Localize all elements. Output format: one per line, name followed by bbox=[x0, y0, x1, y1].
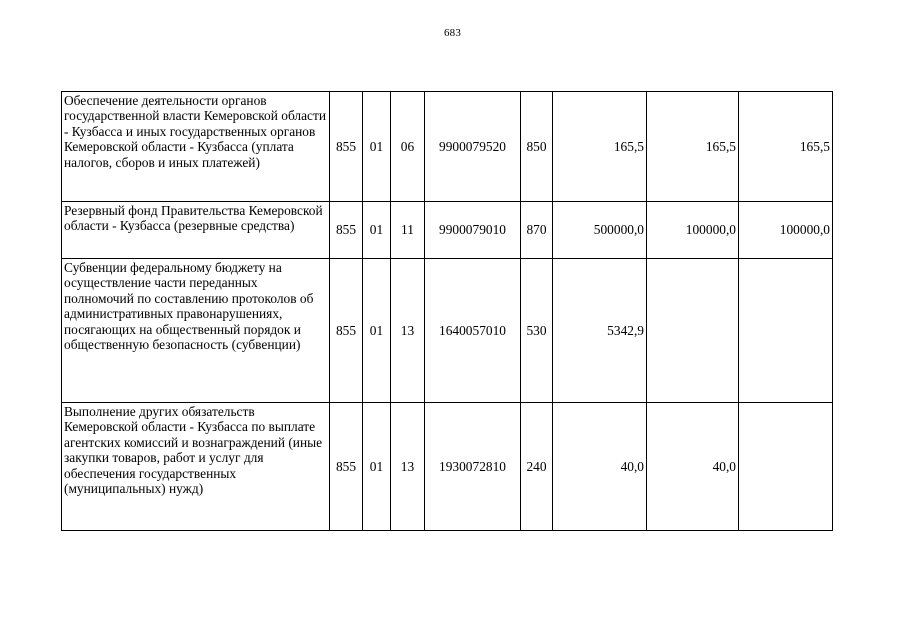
amount-year-2: 40,0 bbox=[647, 403, 739, 531]
section-code: 01 bbox=[363, 259, 391, 403]
row-description: Резервный фонд Правительства Кемеровской области - Кузбасса (резервные средства) bbox=[62, 202, 330, 259]
target-article-code: 1640057010 bbox=[425, 259, 521, 403]
table-row bbox=[62, 259, 833, 403]
grbs-code: 855 bbox=[330, 92, 363, 202]
grbs-code: 855 bbox=[330, 403, 363, 531]
amount-year-1: 5342,9 bbox=[553, 259, 647, 403]
row-description: Субвенции федеральному бюджету на осуществление части переданных полномочий по составлению протоколов об административных правонарушениях, посягающих на общественный порядок и общественную безопасность (субвенции) bbox=[62, 259, 330, 403]
expense-type-code: 870 bbox=[521, 202, 553, 259]
section-code: 01 bbox=[363, 92, 391, 202]
table-row bbox=[62, 202, 833, 259]
subsection-code: 11 bbox=[391, 202, 425, 259]
target-article-code: 9900079520 bbox=[425, 92, 521, 202]
row-description: Выполнение других обязательств Кемеровской области - Кузбасса по выплате агентских комиссий и вознаграждений (иные закупки товаров, работ и услуг для обеспечения государственных (муниципальных) нужд) bbox=[62, 403, 330, 531]
subsection-code: 13 bbox=[391, 259, 425, 403]
amount-year-1: 165,5 bbox=[553, 92, 647, 202]
page-number: 683 bbox=[443, 27, 462, 39]
row-description: Обеспечение деятельности органов государственной власти Кемеровской области - Кузбасса и иных государственных органов Кемеровской области - Кузбасса (уплата налогов, сборов и иных платежей) bbox=[62, 92, 330, 202]
amount-year-1: 40,0 bbox=[553, 403, 647, 531]
expense-type-code: 530 bbox=[521, 259, 553, 403]
section-code: 01 bbox=[363, 202, 391, 259]
amount-year-3 bbox=[739, 259, 833, 403]
section-code: 01 bbox=[363, 403, 391, 531]
target-article-code: 9900079010 bbox=[425, 202, 521, 259]
subsection-code: 13 bbox=[391, 403, 425, 531]
table-row bbox=[62, 92, 833, 202]
target-article-code: 1930072810 bbox=[425, 403, 521, 531]
expense-type-code: 850 bbox=[521, 92, 553, 202]
budget-table bbox=[61, 91, 833, 531]
subsection-code: 06 bbox=[391, 92, 425, 202]
expense-type-code: 240 bbox=[521, 403, 553, 531]
amount-year-3: 165,5 bbox=[739, 92, 833, 202]
amount-year-1: 500000,0 bbox=[553, 202, 647, 259]
amount-year-2 bbox=[647, 259, 739, 403]
amount-year-3 bbox=[739, 403, 833, 531]
amount-year-2: 100000,0 bbox=[647, 202, 739, 259]
grbs-code: 855 bbox=[330, 259, 363, 403]
amount-year-3: 100000,0 bbox=[739, 202, 833, 259]
amount-year-2: 165,5 bbox=[647, 92, 739, 202]
table-row bbox=[62, 403, 833, 531]
grbs-code: 855 bbox=[330, 202, 363, 259]
